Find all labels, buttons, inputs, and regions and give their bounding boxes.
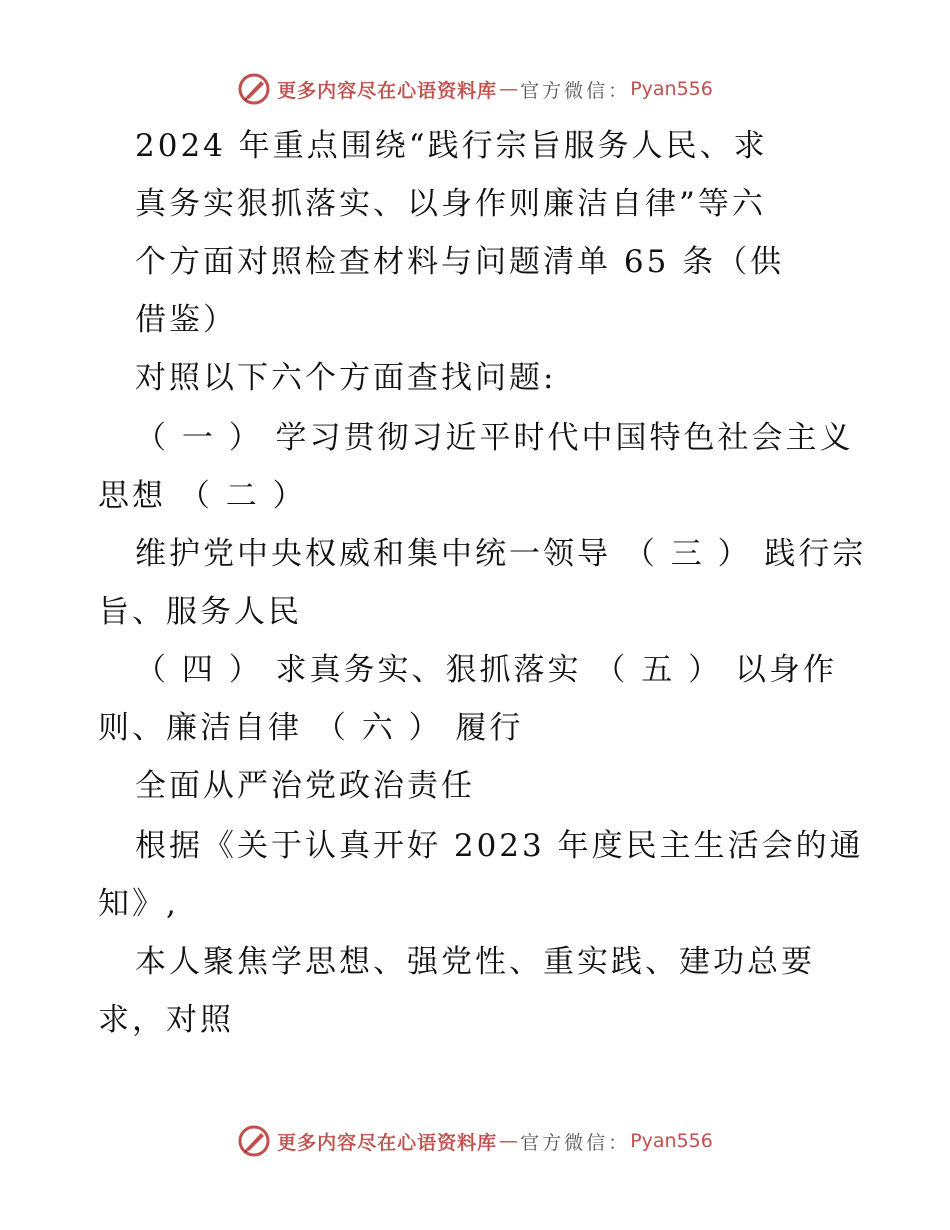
document-title-line-4: 借鉴） [135, 302, 237, 338]
document-title-line-1: 2024 年重点围绕“践行宗旨服务人民、求 [135, 128, 768, 164]
watermark-text [277, 76, 713, 103]
paragraph-line: （ 四 ） 求真务实、狠抓落实 （ 五 ） 以身作 [135, 652, 837, 688]
paragraph-line: 旨、服务人民 [98, 594, 302, 630]
quill-logo-icon [237, 72, 271, 106]
document-title-line-2: 真务实狠抓落实、以身作则廉洁自律”等六 [135, 186, 766, 222]
watermark-label: 官方微信： [520, 1131, 631, 1154]
watermark-wechat-id: Pyan556 [630, 78, 713, 100]
paragraph-line: （ 一 ） 学习贯彻习近平时代中国特色社会主义 [135, 420, 854, 456]
document-title-line-3: 个方面对照检查材料与问题清单 65 条（供 [135, 244, 785, 280]
watermark-brand: 更多内容尽在心语资料库 [277, 79, 498, 102]
header-watermark [0, 72, 950, 106]
watermark-dash: — [499, 78, 519, 100]
paragraph-line: 知》, [98, 886, 179, 922]
paragraph-line: 求，对照 [98, 1002, 234, 1038]
watermark-dash: — [499, 1130, 519, 1152]
paragraph-line: 本人聚焦学思想、强党性、重实践、建功总要 [135, 944, 815, 980]
quill-logo-icon [237, 1124, 271, 1158]
footer-watermark [0, 1124, 950, 1158]
watermark-wechat-id: Pyan556 [630, 1130, 713, 1152]
paragraph-line: 则、廉洁自律 （ 六 ） 履行 [98, 710, 524, 746]
paragraph-line: 全面从严治党政治责任 [135, 768, 475, 804]
paragraph-line: 对照以下六个方面查找问题: [135, 360, 557, 396]
watermark-label: 官方微信： [520, 79, 631, 102]
paragraph-line: 根据《关于认真开好 2023 年度民主生活会的通 [135, 828, 864, 864]
paragraph-line: 维护党中央权威和集中统一领导 （ 三 ） 践行宗 [135, 536, 867, 572]
watermark-text [277, 1128, 713, 1155]
watermark-brand: 更多内容尽在心语资料库 [277, 1131, 498, 1154]
paragraph-line: 思想 （ 二 ） [98, 478, 307, 514]
